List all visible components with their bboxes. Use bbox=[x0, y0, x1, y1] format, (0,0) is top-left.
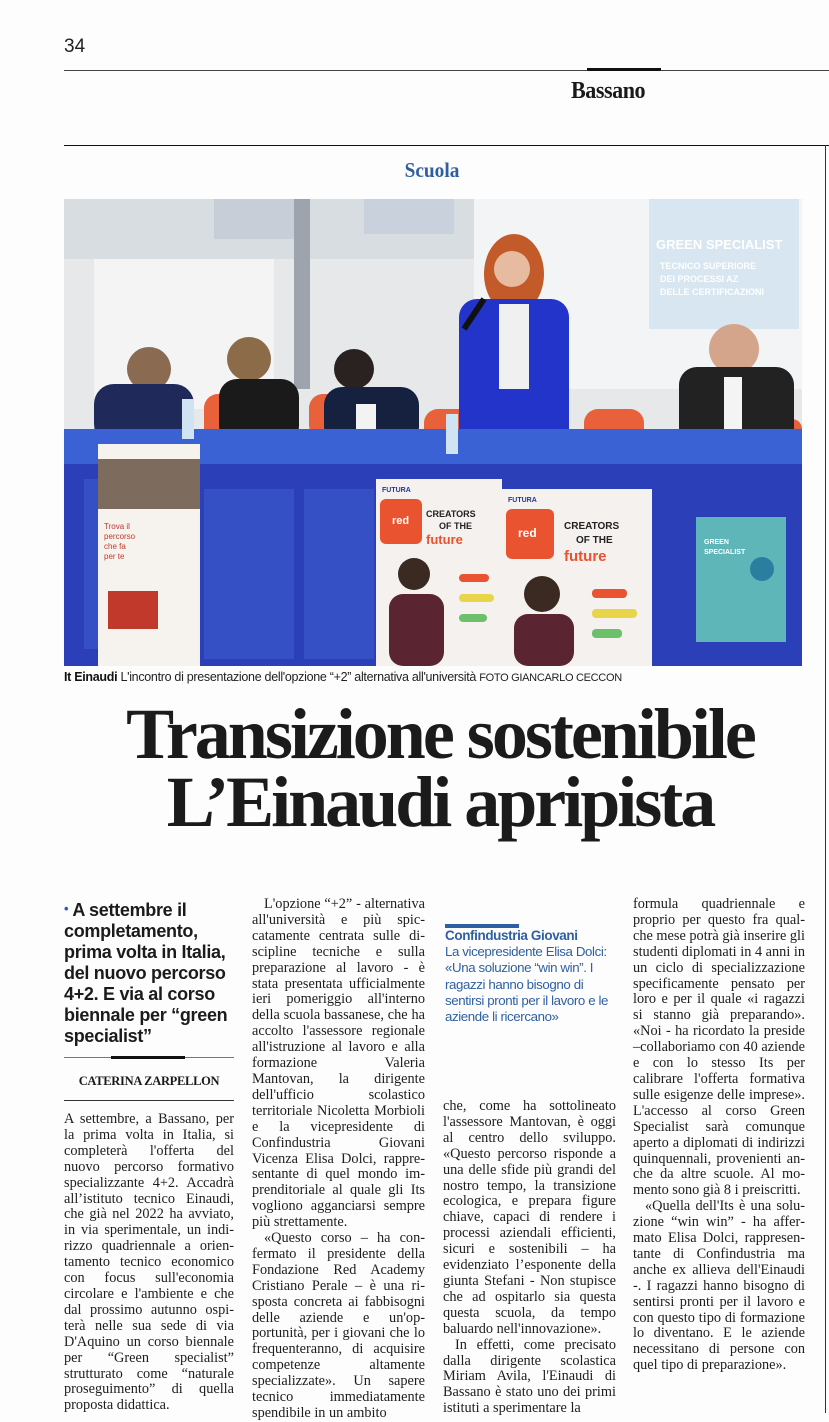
body-column-1 bbox=[64, 1112, 234, 1414]
paragraph: che, come ha sottolineato l'assessore Mantovan, è oggi al centro dello sviluppo. «Questo percorso risponde a una delle sfide più grandi del nostro tempo, la transizione ecologica, e prepara figure chiave, capaci di rendere i processi aziendali efficienti, sicuri e sostenibili – ha evidenziato l’esponente della giunta Stefani - Non stupisce che ad ospitarlo sia questa questa scuola, da tempo baluardo nell'innovazione». bbox=[443, 1098, 616, 1337]
subheadline-text: A settembre il completamento, prima volta in Italia, del nuovo percorso 4+2. E via al corso biennale per “green specialist” bbox=[64, 900, 228, 1046]
svg-text:DELLE CERTIFICAZIONI: DELLE CERTIFICAZIONI bbox=[660, 287, 764, 297]
poster-left bbox=[98, 444, 200, 666]
section-title: Bassano bbox=[571, 78, 646, 104]
svg-text:che fa: che fa bbox=[104, 542, 126, 551]
subheadline bbox=[64, 898, 236, 1047]
photo-credit: FOTO GIANCARLO CECCON bbox=[479, 672, 622, 684]
paragraph: In effetti, come precisato dalla dirigente scolastica Miriam Avila, l'Einaudi di Bassano è stato uno dei primi istituti a sperimentare la bbox=[443, 1336, 616, 1417]
svg-text:future: future bbox=[564, 548, 607, 565]
body-column-3 bbox=[443, 1099, 616, 1417]
svg-text:FUTURA: FUTURA bbox=[382, 487, 411, 494]
byline-rule-accent bbox=[111, 1056, 185, 1059]
kicker: Scuola bbox=[404, 158, 460, 182]
svg-text:red: red bbox=[518, 526, 537, 540]
header-rule-accent bbox=[587, 68, 661, 71]
svg-text:DEI PROCESSI AZ: DEI PROCESSI AZ bbox=[660, 274, 739, 284]
page-number: 34 bbox=[64, 36, 86, 57]
svg-text:TECNICO SUPERIORE: TECNICO SUPERIORE bbox=[660, 261, 757, 271]
caption-text: L'incontro di presentazione dell'opzione “+2” alternativa all'università bbox=[120, 670, 477, 684]
svg-text:OF THE: OF THE bbox=[576, 535, 613, 546]
paragraph: formula quadriennale e proprio per questo fra qualche mese potrà già inserire gli studenti diplomati in 4 anni in un ciclo di specializzazione specificamente pensato per loro e per il quale «i ragazzi si stanno già preparando». «Noi - ha ricordato la preside –collaboriamo con 40 aziende e con lo stesso Its per calibrare l'offerta formativa sulle esigenze delle imprese». L'accesso al corso Green Specialist sarà comunque aperto a diplomati di indirizzi quinquennali, provenienti anche da altre scuole. Al momento sono già 8 i preiscritti. bbox=[633, 896, 805, 1199]
svg-text:percorso: percorso bbox=[104, 532, 136, 541]
svg-text:CREATORS: CREATORS bbox=[564, 521, 620, 532]
photo-illustration bbox=[64, 199, 802, 666]
sidebar-box-title: Confindustria Giovani bbox=[445, 928, 578, 943]
paragraph: «Quella dell'Its è una soluzione “win win” - ha affermato Elisa Dolci, rappresentante di Confindustria ma anche ex allieva dell'Einaudi -. I ragazzi hanno bisogno di sentirsi pronti per il lavoro e con questo tipo di formazione lo diventano. E le aziende necessitano di persone con quel tipo di preparazione». bbox=[633, 1198, 805, 1374]
poster-green-specialist bbox=[696, 517, 786, 642]
paragraph: L'opzione “+2” - alternativa all'università e più spiccatamente centrata sulle discipline tecniche e sulla preparazione al lavoro - è stata presentata ufficialmente ieri pomeriggio all'interno della scuola bassanese, che ha accolto l'assessore regionale all'istruzione al lavoro e alla formazione Valeria Mantovan, la dirigente dell'ufficio scolastico territoriale Nicoletta Morbioli e la vicepresidente di Confindustria Giovani Vicenza Elisa Dolci, rappresentante di quel mondo imprenditoriale al quale gli Its vogliono agganciarsi sempre più strettamente. bbox=[252, 896, 425, 1231]
screen-text: GREEN SPECIALIST bbox=[656, 237, 783, 252]
sidebar-box-quote: La vicepresidente Elisa Dolci: «Una soluzione “win win”. I ragazzi hanno bisogno di sentirsi pronti per il lavoro e le aziende li ricercano» bbox=[445, 944, 609, 1025]
svg-text:SPECIALIST: SPECIALIST bbox=[704, 549, 746, 556]
svg-text:per te: per te bbox=[104, 552, 125, 561]
svg-text:red: red bbox=[392, 515, 410, 527]
headline bbox=[60, 694, 820, 842]
svg-text:future: future bbox=[426, 532, 463, 547]
header-rule bbox=[64, 70, 829, 71]
byline: CATERINA ZARPELLON bbox=[78, 1074, 220, 1088]
poster-creators-2 bbox=[502, 489, 652, 666]
body-column-2 bbox=[252, 897, 425, 1422]
svg-text:FUTURA: FUTURA bbox=[508, 497, 537, 504]
photo-caption bbox=[64, 670, 622, 684]
section-rule bbox=[64, 145, 829, 146]
headline-line-1: Transizione sostenibile bbox=[126, 694, 754, 774]
body-column-4 bbox=[633, 897, 805, 1374]
paragraph: A settembre, a Bassano, per la prima volta in Italia, si completerà l'offerta del nuovo percorso formativo specializzante 4+2. Accadrà all’istituto tecnico Einaudi, che già nel 2022 ha avviato, in via sperimentale, un indirizzo quadriennale a orientamento tecnico economico con focus sull'economia circolare e l'ambiente e che dal prossimo autunno ospiterà nelle sua sede di via D'Aquino un corso biennale per “Green specialist” strutturato come “naturale proseguimento” di quella proposta didattica. bbox=[64, 1111, 234, 1414]
article-photo bbox=[64, 199, 802, 666]
svg-text:CREATORS: CREATORS bbox=[426, 509, 476, 519]
svg-text:GREEN: GREEN bbox=[704, 539, 729, 546]
svg-text:OF THE: OF THE bbox=[439, 521, 472, 531]
column-divider bbox=[825, 145, 826, 1413]
svg-text:Trova il: Trova il bbox=[104, 522, 130, 531]
headline-line-2: L’Einaudi apripista bbox=[166, 762, 714, 842]
byline-bottom-rule bbox=[64, 1100, 234, 1101]
poster-creators-1 bbox=[376, 479, 502, 666]
caption-label: It Einaudi bbox=[64, 670, 118, 684]
bullet-icon: • bbox=[64, 901, 69, 916]
paragraph: «Questo corso – ha confermato il presidente della Fondazione Red Academy Cristiano Perale – è una risposta concreta ai fabbisogni delle aziende e un'opportunità, per i giovani che lo frequenteranno, di acquisire competenze altamente specializzate». Un sapere tecnico immediatamente spendibile in un ambito bbox=[252, 1230, 425, 1421]
